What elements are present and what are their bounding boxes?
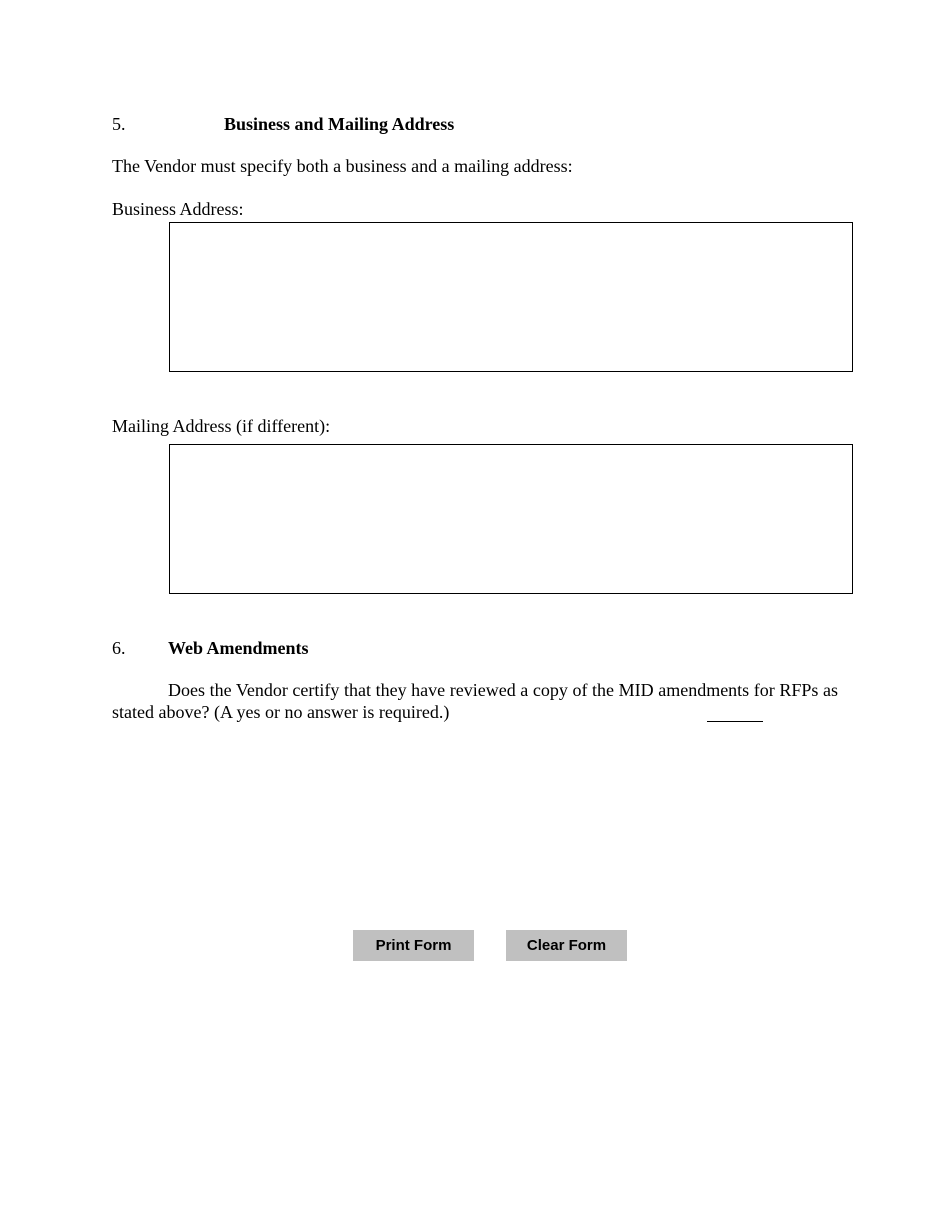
section-5-heading: Business and Mailing Address [224,114,455,134]
section-5-intro: The Vendor must specify both a business and a mailing address: [112,156,573,176]
web-amendments-question: Does the Vendor certify that they have reviewed a copy of the MID amendments for RFPs as stated above? (A yes or no answer is required.) [112,680,838,722]
print-form-button[interactable]: Print Form [353,930,474,961]
business-address-field[interactable] [169,222,853,372]
mailing-address-label: Mailing Address (if different): [112,416,331,436]
business-address-label: Business Address: [112,199,244,219]
yes-no-answer-field[interactable] [707,701,763,722]
section-5-number: 5. [112,114,126,134]
clear-form-button[interactable]: Clear Form [506,930,627,961]
section-6-number: 6. [112,638,126,658]
mailing-address-field[interactable] [169,444,853,594]
section-6-heading: Web Amendments [168,638,309,658]
